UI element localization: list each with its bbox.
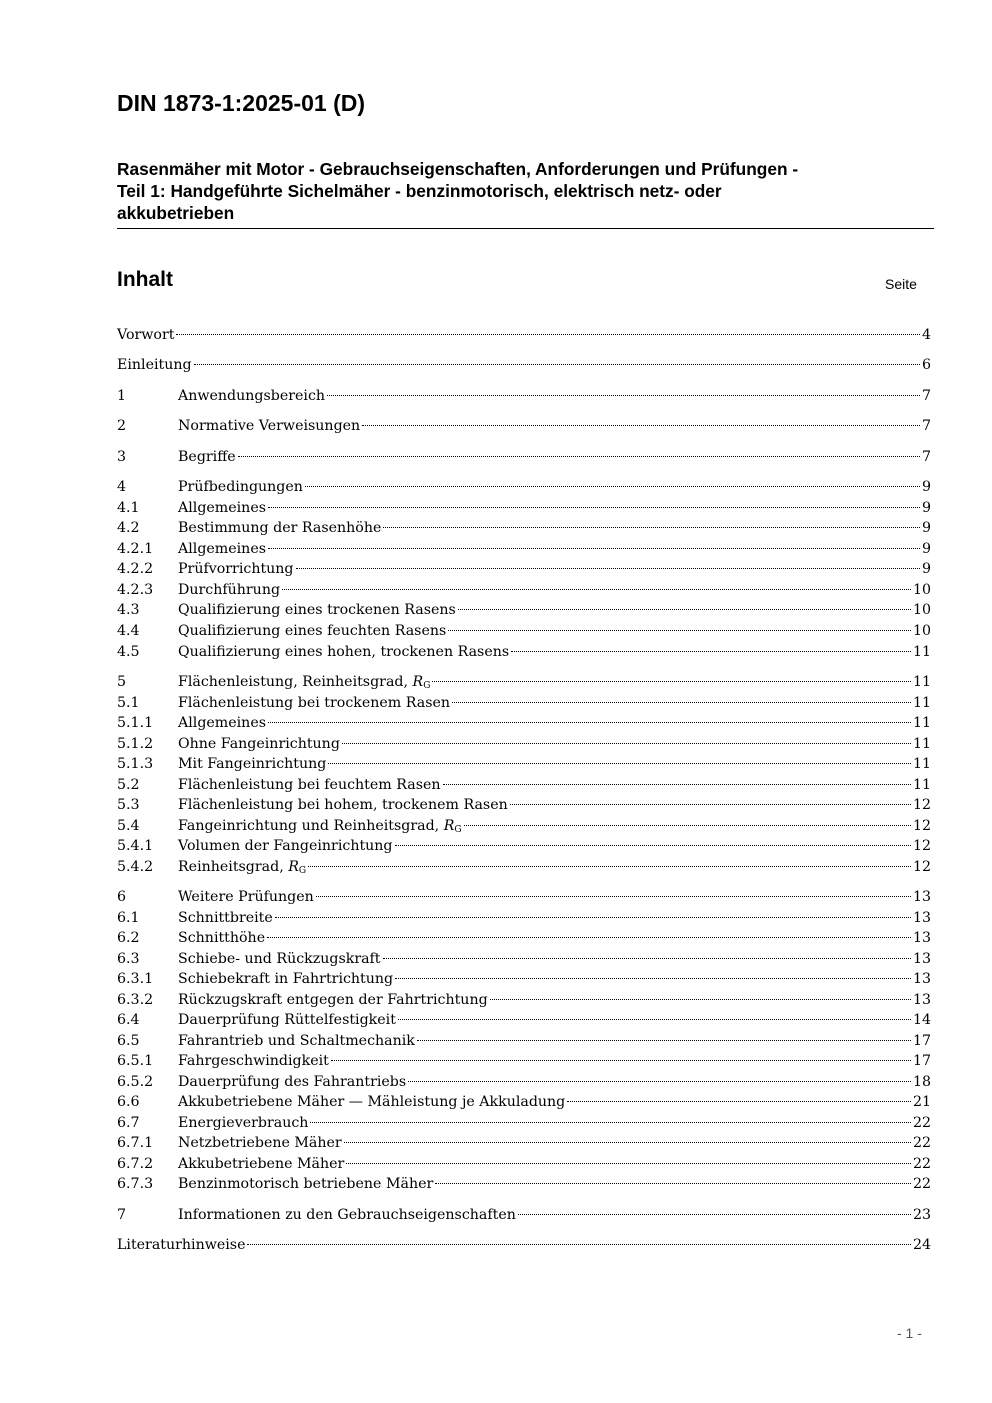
document-id: DIN 1873-1:2025-01 (D): [117, 90, 366, 116]
toc-entry-title: Reinheitsgrad, $R_G$: [178, 859, 307, 876]
dot-leader: [328, 763, 911, 764]
toc-entry-page: 13: [912, 992, 931, 1008]
toc-entry-number: 6.7.2: [117, 1156, 154, 1172]
toc-entry-title: Fahrantrieb und Schaltmechanik: [178, 1033, 415, 1049]
toc-entry-page: 6: [921, 357, 931, 373]
dot-leader: [383, 527, 920, 528]
toc-entry-page: 22: [912, 1156, 931, 1172]
toc-entry-title: Flächenleistung, Reinheitsgrad, $R_G$: [178, 674, 431, 691]
symbol-text: R: [443, 818, 455, 834]
dot-leader: [567, 1101, 911, 1102]
dot-leader: [268, 507, 920, 508]
dot-leader: [296, 568, 920, 569]
toc-entry[interactable]: [117, 713, 931, 733]
toc-entry[interactable]: [117, 1010, 931, 1030]
toc-entry[interactable]: [117, 693, 931, 713]
toc-entry-number: 5.1.3: [117, 756, 154, 772]
toc-entry[interactable]: [117, 1154, 931, 1174]
toc-entry-title: Energieverbrauch: [178, 1115, 309, 1131]
dot-leader: [408, 1081, 911, 1082]
toc-entry-title: Schiebe- und Rückzugskraft: [178, 951, 381, 967]
dot-leader: [346, 1163, 911, 1164]
toc-entry-page: 11: [912, 736, 931, 752]
toc-entry-title: Weitere Prüfungen: [178, 889, 314, 905]
dot-leader: [362, 425, 920, 426]
toc-entry[interactable]: [117, 734, 931, 754]
toc-entry-page: 10: [912, 602, 931, 618]
toc-entry-title: Vorwort: [117, 327, 175, 343]
toc-entry-page: 9: [921, 500, 931, 516]
dot-leader: [398, 1019, 911, 1020]
toc-entry-number: 5.1.2: [117, 736, 154, 752]
toc-heading: Inhalt: [117, 268, 173, 291]
toc-entry-page: 13: [912, 910, 931, 926]
toc-entry-number: 2: [117, 418, 127, 434]
toc-entry[interactable]: [117, 1092, 931, 1112]
toc-entry[interactable]: [117, 355, 931, 375]
toc-entry-number: 6.3: [117, 951, 140, 967]
toc-entry-page: 13: [912, 889, 931, 905]
toc-entry-number: 6.6: [117, 1094, 140, 1110]
toc-entry-number: 6.5: [117, 1033, 140, 1049]
toc-entry-number: 6.5.2: [117, 1074, 154, 1090]
toc-entry-title: Prüfvorrichtung: [178, 561, 294, 577]
toc-entry-title: Ohne Fangeinrichtung: [178, 736, 340, 752]
toc-entry-title: Schiebekraft in Fahrtrichtung: [178, 971, 394, 987]
toc-entry-number: 7: [117, 1207, 127, 1223]
page-number: - 1 -: [897, 1325, 922, 1341]
dot-leader: [518, 1214, 911, 1215]
toc-entry-title: Fangeinrichtung und Reinheitsgrad, $R_G$: [178, 818, 462, 835]
toc-entry[interactable]: [117, 600, 931, 620]
toc-entry-page: 12: [912, 818, 931, 834]
toc-entry-page: 9: [921, 479, 931, 495]
toc-entry-page: 9: [921, 541, 931, 557]
toc-entry[interactable]: [117, 1113, 931, 1133]
toc-entry[interactable]: [117, 857, 931, 877]
toc-entry-title: Durchführung: [178, 582, 281, 598]
toc-entry-number: 1: [117, 388, 127, 404]
document-title: [117, 158, 932, 224]
toc-entry-title: Benzinmotorisch betriebene Mäher: [178, 1176, 434, 1192]
toc-entry-title: Prüfbedingungen: [178, 479, 303, 495]
toc-entry-page: 14: [912, 1012, 931, 1028]
toc-entry-number: 6.3.2: [117, 992, 154, 1008]
toc-entry-number: 3: [117, 449, 127, 465]
toc-entry-title: Rückzugskraft entgegen der Fahrtrichtung: [178, 992, 488, 1008]
dot-leader: [383, 958, 911, 959]
toc-entry-title: Volumen der Fangeinrichtung: [178, 838, 393, 854]
toc-entry-page: 22: [912, 1176, 931, 1192]
toc-entry-title: Allgemeines: [178, 500, 266, 516]
toc-entry[interactable]: [117, 325, 931, 345]
dot-leader: [458, 609, 911, 610]
toc-entry-page: 17: [912, 1053, 931, 1069]
toc-entry-title: Normative Verweisungen: [178, 418, 361, 434]
toc-entry-number: 4.5: [117, 644, 140, 660]
toc-entry-number: 6.7.3: [117, 1176, 154, 1192]
dot-leader: [395, 978, 911, 979]
dot-leader: [510, 804, 911, 805]
toc-entry-page: 7: [921, 388, 931, 404]
toc-entry-page: 11: [912, 644, 931, 660]
toc-entry-title: Anwendungsbereich: [178, 388, 326, 404]
toc-entry-page: 18: [912, 1074, 931, 1090]
toc-entry-page: 13: [912, 930, 931, 946]
toc-entry-title: Netzbetriebene Mäher: [178, 1135, 342, 1151]
page-column-label: Seite: [885, 276, 917, 292]
toc-entry-title: Allgemeines: [178, 541, 266, 557]
toc-entry-title: Schnittbreite: [178, 910, 273, 926]
toc-entry[interactable]: [117, 642, 931, 662]
toc-entry[interactable]: [117, 386, 931, 406]
toc-entry-number: 4.2: [117, 520, 140, 536]
toc-entry[interactable]: [117, 621, 931, 641]
toc-entry[interactable]: [117, 518, 931, 538]
toc-entry-title: Qualifizierung eines feuchten Rasens: [178, 623, 447, 639]
title-line: akkubetrieben: [117, 203, 235, 223]
toc-entry-title: Akkubetriebene Mäher: [178, 1156, 345, 1172]
toc-entry[interactable]: [117, 498, 931, 518]
toc-entry-number: 5.1: [117, 695, 140, 711]
toc-entry-page: 9: [921, 520, 931, 536]
toc-entry-title: Flächenleistung bei feuchtem Rasen: [178, 777, 441, 793]
toc-entry-number: 4.1: [117, 500, 140, 516]
toc-entry-title: Flächenleistung bei trockenem Rasen: [178, 695, 451, 711]
toc-entry-number: 6.5.1: [117, 1053, 154, 1069]
toc-entry-page: 11: [912, 777, 931, 793]
dot-leader: [267, 937, 911, 938]
toc-entry-number: 6.3.1: [117, 971, 154, 987]
toc-entry[interactable]: [117, 1174, 931, 1194]
toc-entry-page: 4: [921, 327, 931, 343]
dot-leader: [247, 1244, 910, 1245]
toc-entry-title: Einleitung: [117, 357, 192, 373]
toc-entry-page: 7: [921, 418, 931, 434]
toc-entry-title: Bestimmung der Rasenhöhe: [178, 520, 382, 536]
toc-entry-title: Begriffe: [178, 449, 236, 465]
toc-entry-title: Allgemeines: [178, 715, 266, 731]
toc-entry[interactable]: [117, 1205, 931, 1225]
dot-leader: [452, 702, 911, 703]
toc-entry[interactable]: [117, 580, 931, 600]
title-divider: [117, 228, 934, 229]
dot-leader: [238, 456, 920, 457]
dot-leader: [268, 548, 920, 549]
toc-entry[interactable]: [117, 539, 931, 559]
dot-leader: [305, 486, 920, 487]
toc-entry-title: Qualifizierung eines trockenen Rasens: [178, 602, 456, 618]
dot-leader: [268, 722, 911, 723]
toc-entry-page: 9: [921, 561, 931, 577]
toc-entry-title: Mit Fangeinrichtung: [178, 756, 327, 772]
toc-entry-page: 21: [912, 1094, 931, 1110]
dot-leader: [316, 896, 911, 897]
toc-entry[interactable]: [117, 908, 931, 928]
toc-entry-number: 6.7.1: [117, 1135, 154, 1151]
dot-leader: [310, 1122, 911, 1123]
toc-entry-number: 5.3: [117, 797, 140, 813]
toc-entry[interactable]: [117, 969, 931, 989]
toc-entry[interactable]: [117, 754, 931, 774]
dot-leader: [327, 395, 920, 396]
toc-entry[interactable]: [117, 1031, 931, 1051]
toc-entry[interactable]: [117, 559, 931, 579]
toc-entry-page: 13: [912, 971, 931, 987]
toc-entry[interactable]: [117, 672, 931, 692]
toc-entry-number: 4: [117, 479, 127, 495]
toc-entry-number: 6.7: [117, 1115, 140, 1131]
toc-entry-title: Fahrgeschwindigkeit: [178, 1053, 329, 1069]
toc-entry-page: 13: [912, 951, 931, 967]
dot-leader: [308, 866, 911, 867]
toc-entry-page: 10: [912, 623, 931, 639]
toc-entry-page: 17: [912, 1033, 931, 1049]
toc-entry-page: 12: [912, 797, 931, 813]
toc-entry-number: 6.1: [117, 910, 140, 926]
toc-entry[interactable]: [117, 928, 931, 948]
toc-entry-title: Dauerprüfung des Fahrantriebs: [178, 1074, 407, 1090]
toc-entry-number: 5.4: [117, 818, 140, 834]
toc-entry-number: 6.4: [117, 1012, 140, 1028]
dot-leader: [432, 681, 911, 682]
dot-leader: [194, 364, 920, 365]
toc-entry-title: Schnitthöhe: [178, 930, 266, 946]
toc-entry[interactable]: [117, 775, 931, 795]
dot-leader: [464, 825, 911, 826]
toc-entry-number: 4.2.1: [117, 541, 154, 557]
toc-entry[interactable]: [117, 1235, 931, 1255]
title-line: Rasenmäher mit Motor - Gebrauchseigenschaften, Anforderungen und Prüfungen -: [117, 159, 799, 179]
dot-leader: [490, 999, 911, 1000]
dot-leader: [344, 1142, 911, 1143]
toc-entry-title: Dauerprüfung Rüttelfestigkeit: [178, 1012, 396, 1028]
toc-entry-number: 4.4: [117, 623, 140, 639]
toc-entry-page: 23: [912, 1207, 931, 1223]
dot-leader: [448, 630, 911, 631]
toc-entry-number: 6: [117, 889, 127, 905]
toc-entry-title: Informationen zu den Gebrauchseigenschaften: [178, 1207, 516, 1223]
toc-entry-number: 5.1.1: [117, 715, 154, 731]
toc-entry[interactable]: [117, 477, 931, 497]
toc-entry[interactable]: [117, 836, 931, 856]
dot-leader: [275, 917, 911, 918]
toc-entry-number: 6.2: [117, 930, 140, 946]
toc-entry[interactable]: [117, 949, 931, 969]
toc-entry-number: 5: [117, 674, 127, 690]
toc-entry[interactable]: [117, 990, 931, 1010]
title-line: Teil 1: Handgeführte Sichelmäher - benzinmotorisch, elektrisch netz- oder: [117, 181, 722, 201]
toc-entry[interactable]: [117, 1072, 931, 1092]
toc-entry[interactable]: [117, 887, 931, 907]
toc-entry-page: 12: [912, 838, 931, 854]
toc-entry-page: 11: [912, 674, 931, 690]
toc-entry-title: Qualifizierung eines hohen, trockenen Rasens: [178, 644, 510, 660]
dot-leader: [176, 334, 920, 335]
toc-entry[interactable]: [117, 816, 931, 836]
toc-entry[interactable]: [117, 1051, 931, 1071]
toc-entry-title: Akkubetriebene Mäher — Mähleistung je Akkuladung: [178, 1094, 566, 1110]
toc-entry-page: 10: [912, 582, 931, 598]
toc-entry-page: 11: [912, 695, 931, 711]
toc-entry-number: 4.2.3: [117, 582, 154, 598]
toc-entry-page: 11: [912, 756, 931, 772]
dot-leader: [282, 589, 911, 590]
toc-entry-page: 22: [912, 1115, 931, 1131]
toc-entry-number: 5.2: [117, 777, 140, 793]
toc-entry-page: 11: [912, 715, 931, 731]
toc-entry-title: Literaturhinweise: [117, 1237, 246, 1253]
dot-leader: [443, 784, 911, 785]
dot-leader: [395, 845, 911, 846]
toc-entry-number: 5.4.2: [117, 859, 154, 875]
dot-leader: [342, 743, 911, 744]
toc-entry-title: Flächenleistung bei hohem, trockenem Rasen: [178, 797, 508, 813]
toc-entry-page: 24: [912, 1237, 931, 1253]
dot-leader: [511, 651, 911, 652]
toc-entry-page: 22: [912, 1135, 931, 1151]
toc-entry-number: 4.3: [117, 602, 140, 618]
toc-entry-page: 7: [921, 449, 931, 465]
toc-entry[interactable]: [117, 447, 931, 467]
symbol-text: R: [288, 859, 299, 875]
dot-leader: [417, 1040, 911, 1041]
toc-entry-number: 5.4.1: [117, 838, 154, 854]
symbol-text: R: [412, 674, 424, 690]
toc-entry[interactable]: [117, 795, 931, 815]
toc-entry[interactable]: [117, 1133, 931, 1153]
dot-leader: [331, 1060, 911, 1061]
toc-entry[interactable]: [117, 416, 931, 436]
toc-entry-page: 12: [912, 859, 931, 875]
toc-entry-number: 4.2.2: [117, 561, 154, 577]
dot-leader: [435, 1183, 911, 1184]
